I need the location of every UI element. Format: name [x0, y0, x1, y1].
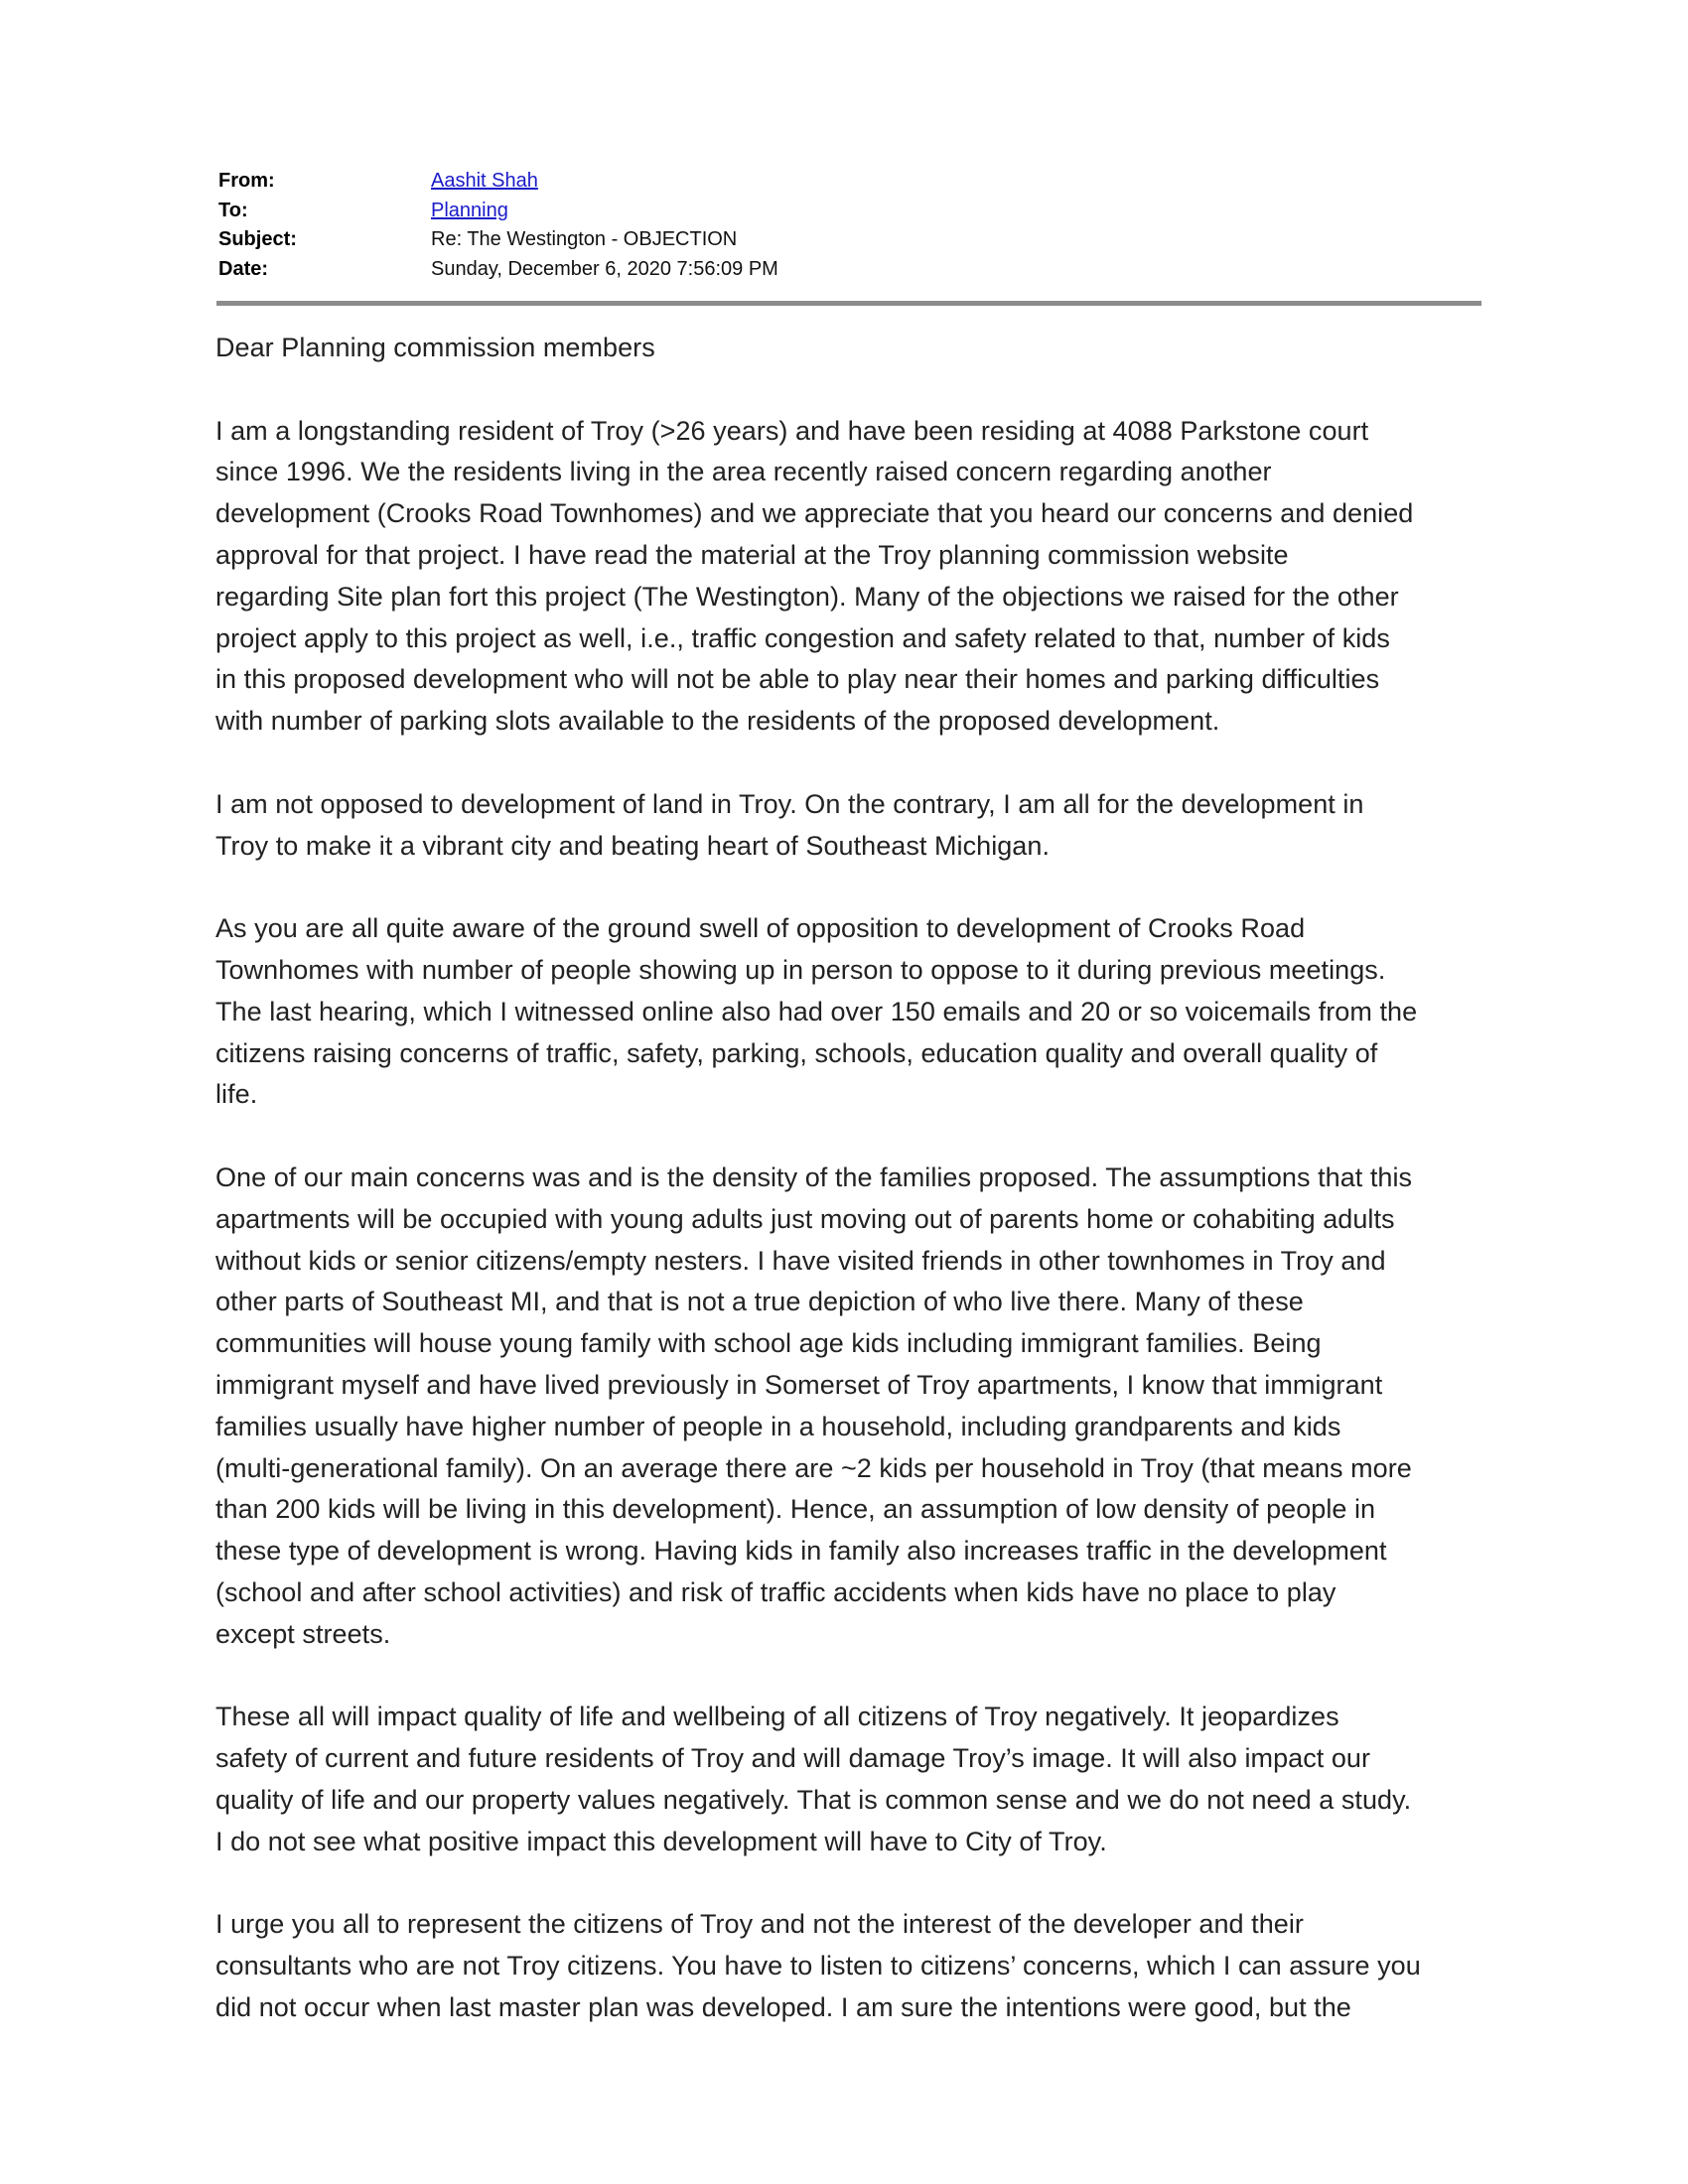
- paragraph-line: I am not opposed to development of land in Troy. On the contrary, I am all for the development in: [215, 788, 1364, 819]
- paragraph-line: families usually have higher number of people in a household, including grandparents and kids: [215, 1411, 1341, 1441]
- subject-value: Re: The Westington - OBJECTION: [431, 228, 738, 250]
- email-body: [215, 328, 1506, 2029]
- paragraph-line: The last hearing, which I witnessed online also had over 150 emails and 20 or so voicemails from the: [215, 996, 1418, 1026]
- paragraph-line: One of our main concerns was and is the density of the families proposed. The assumptions that this: [215, 1161, 1413, 1192]
- paragraph-spacer: [215, 743, 1506, 784]
- subject-label: Subject:: [218, 228, 297, 250]
- header-to-row: [218, 197, 1481, 226]
- paragraph-line: safety of current and future residents of Troy and will damage Troy’s image. It will also impact our: [215, 1743, 1371, 1774]
- paragraph-line: As you are all quite aware of the ground swell of opposition to development of Crooks Road: [215, 913, 1306, 944]
- paragraph-spacer: [215, 867, 1506, 908]
- paragraph-line: than 200 kids will be living in this development). Hence, an assumption of low density of people in: [215, 1494, 1376, 1525]
- body-paragraph: [215, 1904, 1506, 2028]
- paragraph-line: These all will impact quality of life and wellbeing of all citizens of Troy negatively. It jeopardizes: [215, 1702, 1339, 1732]
- paragraph-line: did not occur when last master plan was developed. I am sure the intentions were good, but the: [215, 1991, 1351, 2022]
- paragraph-line: citizens raising concerns of traffic, safety, parking, schools, education quality and overall quality of: [215, 1037, 1378, 1068]
- paragraph-line: (school and after school activities) and risk of traffic accidents when kids have no place to play: [215, 1576, 1336, 1607]
- from-label: From:: [218, 170, 275, 192]
- to-label: To:: [218, 199, 248, 221]
- header-subject-row: [218, 225, 1481, 255]
- paragraph-line: quality of life and our property values negatively. That is common sense and we do not need a study.: [215, 1784, 1412, 1815]
- paragraph-line: with number of parking slots available to the residents of the proposed development.: [215, 706, 1220, 737]
- email-header: [218, 167, 1481, 284]
- body-paragraph: [215, 1158, 1506, 1656]
- paragraph-line: Townhomes with number of people showing up in person to oppose to it during previous meetings.: [215, 954, 1386, 985]
- header-date-row: [218, 255, 1481, 285]
- paragraph-spacer: [215, 369, 1506, 411]
- header-from-row: [218, 167, 1481, 197]
- paragraph-line: (multi-generational family). On an average there are ~2 kids per household in Troy (that means more: [215, 1452, 1412, 1483]
- paragraph-line: regarding Site plan fort this project (The Westington). Many of the objections we raised for the other: [215, 581, 1399, 612]
- body-paragraph: [215, 1697, 1506, 1862]
- paragraph-spacer: [215, 1656, 1506, 1698]
- paragraph-line: Troy to make it a vibrant city and beating heart of Southeast Michigan.: [215, 830, 1050, 861]
- paragraph-line: immigrant myself and have lived previously in Somerset of Troy apartments, I know that immigrant: [215, 1369, 1383, 1400]
- paragraph-line: communities will house young family with school age kids including immigrant families. Being: [215, 1328, 1322, 1359]
- header-divider: [216, 301, 1481, 306]
- paragraph-line: approval for that project. I have read the material at the Troy planning commission website: [215, 539, 1289, 570]
- paragraph-line: life.: [215, 1079, 258, 1110]
- paragraph-line: these type of development is wrong. Having kids in family also increases traffic in the development: [215, 1536, 1387, 1567]
- paragraph-line: other parts of Southeast MI, and that is not a true depiction of who live there. Many of these: [215, 1287, 1304, 1317]
- date-label: Date:: [218, 257, 269, 280]
- paragraph-line: I am a longstanding resident of Troy (>26 years) and have been residing at 4088 Parkstone court: [215, 415, 1369, 446]
- recipient-link[interactable]: Planning: [431, 199, 508, 221]
- paragraph-line: since 1996. We the residents living in the area recently raised concern regarding another: [215, 457, 1272, 487]
- greeting: Dear Planning commission members: [215, 333, 655, 362]
- paragraph-line: in this proposed development who will not be able to play near their homes and parking difficulties: [215, 664, 1380, 695]
- paragraph-line: apartments will be occupied with young adults just moving out of parents home or cohabiting adults: [215, 1203, 1395, 1234]
- body-paragraph: [215, 784, 1506, 868]
- paragraph-line: I urge you all to represent the citizens of Troy and not the interest of the developer and their: [215, 1909, 1304, 1940]
- paragraph-line: without kids or senior citizens/empty nesters. I have visited friends in other townhomes in Troy and: [215, 1245, 1386, 1276]
- date-value: Sunday, December 6, 2020 7:56:09 PM: [431, 257, 778, 280]
- paragraph-spacer: [215, 1862, 1506, 1904]
- paragraph-spacer: [215, 1116, 1506, 1158]
- body-paragraph: [215, 908, 1506, 1116]
- sender-link[interactable]: Aashit Shah: [431, 170, 538, 192]
- paragraph-line: consultants who are not Troy citizens. You have to listen to citizens’ concerns, which I can assure you: [215, 1951, 1421, 1981]
- paragraph-line: development (Crooks Road Townhomes) and we appreciate that you heard our concerns and denied: [215, 498, 1414, 529]
- paragraph-line: except streets.: [215, 1618, 391, 1649]
- paragraph-line: project apply to this project as well, i.e., traffic congestion and safety related to that, number of kids: [215, 622, 1390, 653]
- body-paragraph: [215, 411, 1506, 743]
- paragraph-line: I do not see what positive impact this development will have to City of Troy.: [215, 1826, 1107, 1856]
